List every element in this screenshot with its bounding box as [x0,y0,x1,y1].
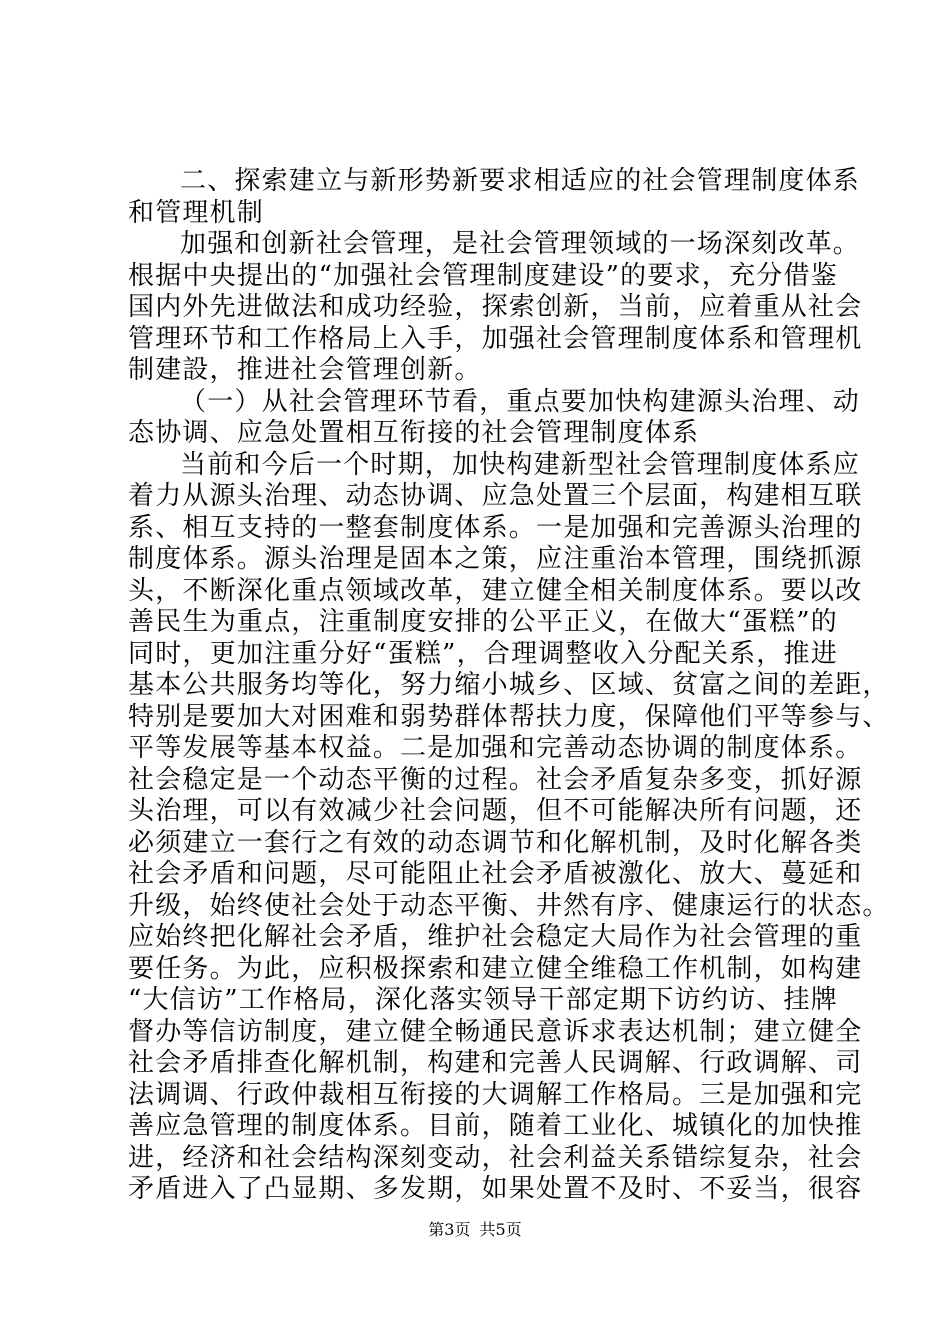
paragraph-line: 系、相互支持的一整套制度体系。一是加强和完善源头治理的 [128,512,863,543]
paragraph-line: 加强和创新社会管理，是社会管理领域的一场深刻改革。 [180,229,861,259]
paragraph-line: 根据中央提出的“加强社会管理制度建设”的要求，充分借鉴 [128,260,838,291]
paragraph-line: 矛盾进入了凸显期、多发期，如果处置不及时、不妥当，很容 [128,1174,863,1204]
paragraph-line: 法调调、行政仲裁相互衔接的大调解工作格局。三是加强和完 [128,1079,863,1110]
paragraph-line: 当前和今后一个时期，加快构建新型社会管理制度体系应 [180,449,861,480]
paragraph [128,449,890,1206]
paragraph-line: 要任务。为此，应积极探索和建立健全维稳工作机制，如构建 [128,953,863,984]
subsection-heading [128,386,861,450]
paragraph-line: 升级，始终使社会处于动态平衡、井然有序、健康运行的状态。 [128,890,890,921]
paragraph [128,229,863,387]
subsection-heading-line: （一）从社会管理环节看，重点要加快构建源头治理、动 [180,386,861,417]
page-number: 第3页 [428,1220,471,1239]
paragraph-line: 管理环节和工作格局上入手，加强社会管理制度体系和管理机 [128,323,863,354]
paragraph-line: 社会矛盾和问题，尽可能阻止社会矛盾被激化、放大、蔓延和 [128,859,863,889]
section-heading [128,166,861,229]
paragraph-line: 着力从源头治理、动态协调、应急处置三个层面，构建相互联 [128,481,863,511]
paragraph-line: 平等发展等基本权益。二是加强和完善动态协调的制度体系。 [128,733,863,763]
paragraph-line: 制度体系。源头治理是固本之策，应注重治本管理，围绕抓源 [128,544,863,574]
paragraph-line: 应始终把化解社会矛盾，维护社会稳定大局作为社会管理的重 [128,922,863,952]
paragraph-line: 同时，更加注重分好“蛋糕”，合理调整收入分配关系，推进 [128,638,838,669]
paragraph-line: 制建設，推进社会管理创新。 [128,355,482,385]
paragraph-line: 基本公共服务均等化，努力缩小城乡、区域、贫富之间的差距， [128,670,890,700]
section-heading-line: 和管理机制 [128,197,265,228]
document-body [128,166,890,1206]
paragraph-line: 善民生为重点，注重制度安排的公平正义，在做大“蛋糕”的 [128,607,838,637]
paragraph-line: 头治理，可以有效减少社会问题，但不可能解决所有问题，还 [128,796,863,826]
paragraph-line: 国内外先进做法和成功经验，探索创新，当前，应着重从社会 [128,292,863,322]
subsection-heading-line: 态协调、应急处置相互衔接的社会管理制度体系 [128,418,700,448]
paragraph-line: 进，经济和社会结构深刻变动，社会利益关系错综复杂，社会 [128,1142,863,1173]
page-footer [0,1217,950,1240]
page-total: 共5页 [479,1220,522,1239]
paragraph-line: 必须建立一套行之有效的动态调节和化解机制，及时化解各类 [128,827,863,858]
paragraph-line: 头，不断深化重点领域改革，建立健全相关制度体系。要以改 [128,575,863,606]
section-heading-line: 二、探索建立与新形势新要求相适应的社会管理制度体系 [180,166,861,196]
paragraph-line: 社会矛盾排查化解机制，构建和完善人民调解、行政调解、司 [128,1048,863,1078]
paragraph-line: 善应急管理的制度体系。目前，随着工业化、城镇化的加快推 [128,1111,863,1141]
paragraph-line: “大信访”工作格局，深化落实领导干部定期下访约访、挂牌 [128,985,838,1015]
paragraph-line: 特别是要加大对困难和弱势群体帮扶力度，保障他们平等参与、 [128,701,890,732]
paragraph-line: 督办等信访制度，建立健全畅通民意诉求表达机制；建立健全 [128,1016,863,1047]
paragraph-line: 社会稳定是一个动态平衡的过程。社会矛盾复杂多变，抓好源 [128,764,863,795]
